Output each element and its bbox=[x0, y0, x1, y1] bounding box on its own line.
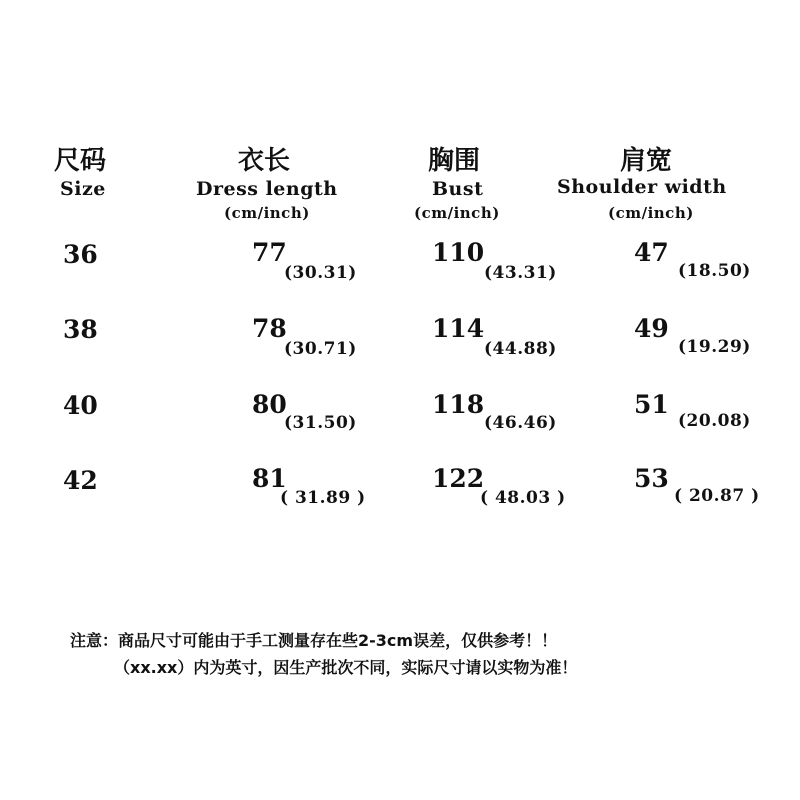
note-line-2: （xx.xx）内为英寸，因生产批次不同，实际尺寸请以实物为准！ bbox=[114, 658, 578, 677]
header-bust-cn: 胸围 bbox=[428, 146, 481, 176]
length-inch: (30.31) bbox=[284, 263, 357, 283]
header-length-unit: (cm/inch) bbox=[224, 204, 310, 222]
shoulder-cm: 51 bbox=[634, 390, 669, 419]
bust-cm: 114 bbox=[432, 314, 485, 343]
bust-cm: 122 bbox=[432, 464, 485, 493]
bust-inch: (44.88) bbox=[484, 339, 557, 359]
bust-inch: ( 48.03 ) bbox=[480, 488, 566, 508]
length-cm: 81 bbox=[252, 464, 287, 493]
header-bust-en: Bust bbox=[432, 178, 484, 200]
header-bust-unit: (cm/inch) bbox=[414, 204, 500, 222]
bust-inch: (43.31) bbox=[484, 263, 557, 283]
note-line-1: 注意：商品尺寸可能由于手工测量存在些2-3cm误差，仅供参考！！ bbox=[70, 631, 558, 650]
bust-inch: (46.46) bbox=[484, 413, 557, 433]
header-size-en: Size bbox=[60, 178, 106, 200]
length-cm: 77 bbox=[252, 238, 287, 267]
header-shoulder-unit: (cm/inch) bbox=[608, 204, 694, 222]
size-value: 36 bbox=[63, 240, 98, 269]
bust-cm: 110 bbox=[432, 238, 485, 267]
size-value: 40 bbox=[63, 391, 98, 420]
header-size-cn: 尺码 bbox=[54, 146, 107, 176]
length-inch: ( 31.89 ) bbox=[280, 488, 366, 508]
shoulder-inch: (18.50) bbox=[678, 261, 751, 281]
length-cm: 80 bbox=[252, 390, 287, 419]
shoulder-cm: 49 bbox=[634, 314, 669, 343]
header-length-en: Dress length bbox=[196, 178, 338, 200]
size-value: 38 bbox=[63, 315, 98, 344]
header-length-cn: 衣长 bbox=[238, 146, 291, 176]
length-cm: 78 bbox=[252, 314, 287, 343]
length-inch: (31.50) bbox=[284, 413, 357, 433]
size-value: 42 bbox=[63, 466, 98, 495]
shoulder-cm: 47 bbox=[634, 238, 669, 267]
shoulder-cm: 53 bbox=[634, 464, 669, 493]
header-shoulder-cn: 肩宽 bbox=[620, 146, 673, 176]
shoulder-inch: (20.08) bbox=[678, 411, 751, 431]
shoulder-inch: (19.29) bbox=[678, 337, 751, 357]
length-inch: (30.71) bbox=[284, 339, 357, 359]
shoulder-inch: ( 20.87 ) bbox=[674, 486, 760, 506]
bust-cm: 118 bbox=[432, 390, 485, 419]
header-shoulder-en: Shoulder width bbox=[557, 176, 727, 198]
